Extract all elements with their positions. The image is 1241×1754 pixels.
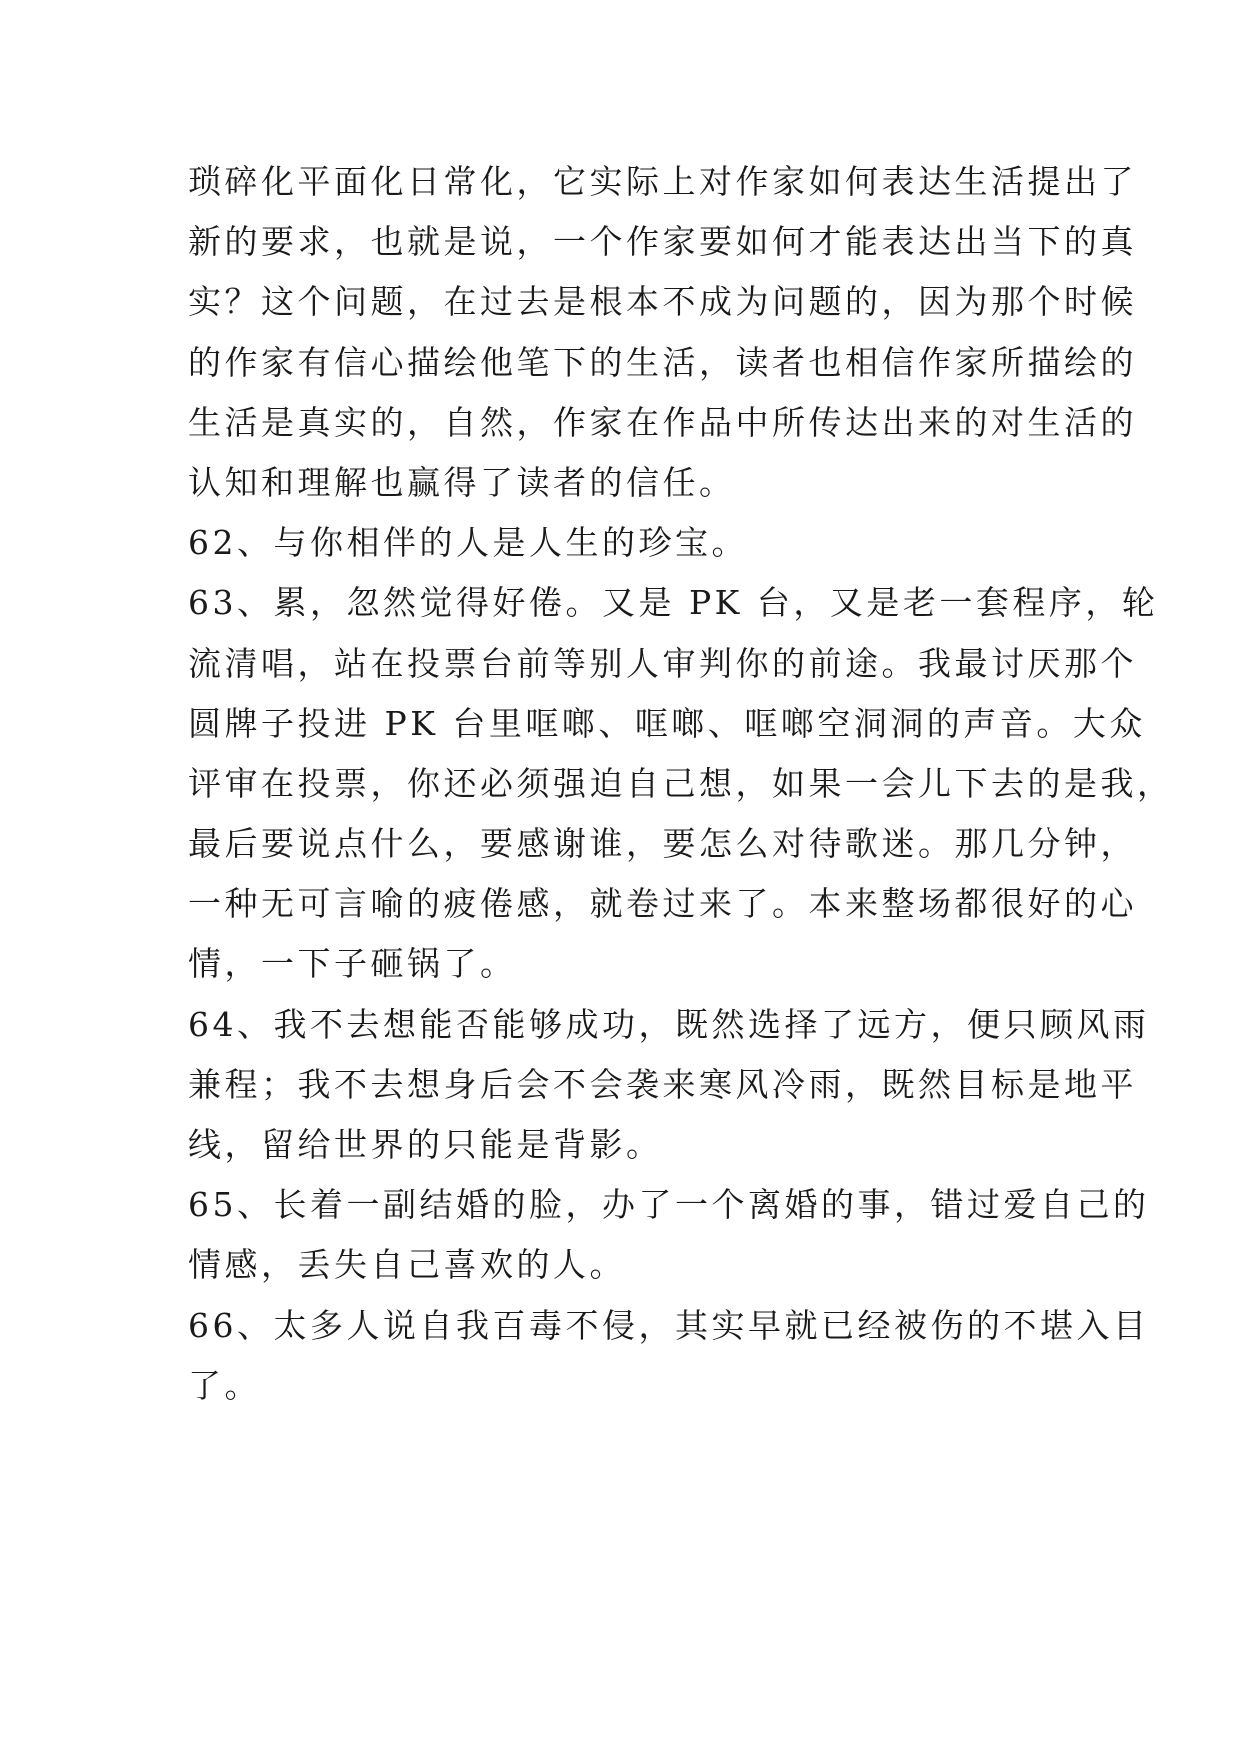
text-line: 圆牌子投进 PK 台里哐啷、哐啷、哐啷空洞洞的声音。大众	[188, 703, 1146, 743]
text-line: 生活是真实的，自然，作家在作品中所传达出来的对生活的	[188, 402, 1137, 442]
document-body	[188, 152, 1174, 1416]
text-line: 认知和理解也赢得了读者的信任。	[188, 462, 736, 502]
text-line: 64、我不去想能否能够成功，既然选择了远方，便只顾风雨	[188, 1004, 1150, 1044]
text-line: 65、长着一副结婚的脸，办了一个离婚的事，错过爱自己的	[188, 1185, 1150, 1225]
text-line: 情，一下子砸锅了。	[188, 944, 517, 984]
text-line: 最后要说点什么，要感谢谁，要怎么对待歌迷。那几分钟，	[188, 824, 1137, 864]
text-line: 线，留给世界的只能是背影。	[188, 1125, 663, 1164]
text-line: 的作家有信心描绘他笔下的生活，读者也相信作家所描绘的	[188, 342, 1137, 382]
text-line: 琐碎化平面化日常化，它实际上对作家如何表达生活提出了	[188, 162, 1137, 201]
text-line: 了。	[188, 1365, 261, 1405]
text-line: 实？这个问题，在过去是根本不成为问题的，因为那个时候	[188, 282, 1137, 322]
text-line: 情感，丢失自己喜欢的人。	[188, 1245, 626, 1285]
text-line: 一种无可言喻的疲倦感，就卷过来了。本来整场都很好的心	[188, 884, 1137, 924]
text-line: 66、太多人说自我百毒不侵，其实早就已经被伤的不堪入目	[188, 1305, 1150, 1345]
text-line: 评审在投票，你还必须强迫自己想，如果一会儿下去的是我，	[188, 763, 1174, 803]
text-line: 新的要求，也就是说，一个作家要如何才能表达出当下的真	[188, 222, 1137, 262]
text-line: 62、与你相伴的人是人生的珍宝。	[188, 523, 748, 563]
text-line: 63、累，忽然觉得好倦。又是 PK 台，又是老一套程序，轮	[188, 583, 1159, 623]
text-line: 兼程；我不去想身后会不会袭来寒风冷雨，既然目标是地平	[188, 1064, 1137, 1104]
text-line: 流清唱，站在投票台前等别人审判你的前途。我最讨厌那个	[188, 643, 1137, 683]
